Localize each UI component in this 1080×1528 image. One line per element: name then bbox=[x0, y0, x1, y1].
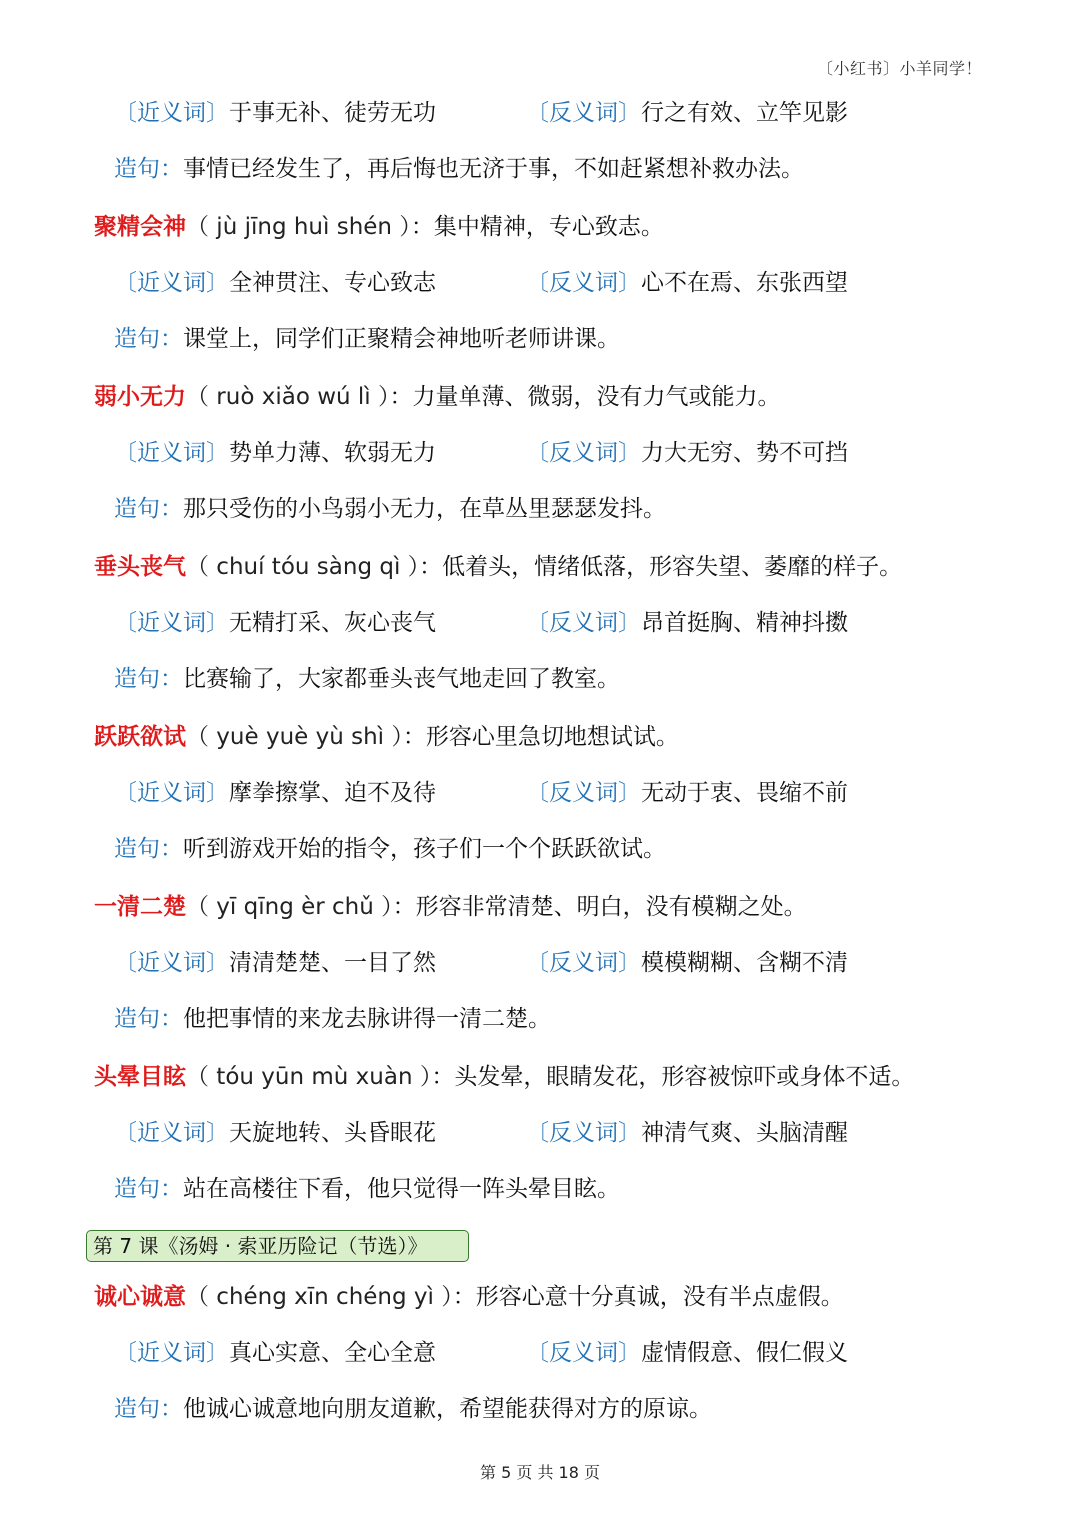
antonym-tag: 〔反义词〕 bbox=[526, 270, 641, 296]
idiom-meaning: ：头发晕，眼睛发花，形容被惊吓或身体不适。 bbox=[431, 1064, 915, 1090]
synonym-row bbox=[114, 774, 848, 807]
idiom-meaning: ：形容非常清楚、明白，没有模糊之处。 bbox=[392, 894, 807, 920]
synonym-tag: 〔近义词〕 bbox=[114, 950, 229, 976]
synonym-tag: 〔近义词〕 bbox=[114, 1340, 229, 1366]
idiom-word: 弱小无力 bbox=[94, 383, 186, 410]
sentence-row bbox=[114, 660, 620, 693]
antonym-tag: 〔反义词〕 bbox=[526, 610, 641, 636]
synonym-row bbox=[114, 944, 848, 977]
sentence-label: 造句： bbox=[114, 1396, 183, 1422]
sentence-label: 造句： bbox=[114, 836, 183, 862]
antonym-group bbox=[526, 264, 848, 297]
synonym-tag: 〔近义词〕 bbox=[114, 610, 229, 636]
sentence-text: 事情已经发生了，再后悔也无济于事，不如赶紧想补救办法。 bbox=[183, 156, 804, 182]
antonym-tag: 〔反义词〕 bbox=[526, 950, 641, 976]
lesson-heading: 第 7 课《汤姆 · 索亚历险记（节选）》 bbox=[86, 1230, 469, 1262]
sentence-label: 造句： bbox=[114, 1006, 183, 1032]
sentence-label: 造句： bbox=[114, 326, 183, 352]
idiom-entry bbox=[94, 718, 679, 751]
antonym-tag: 〔反义词〕 bbox=[526, 100, 641, 126]
antonym-tag: 〔反义词〕 bbox=[526, 1340, 641, 1366]
synonym-row bbox=[114, 604, 848, 637]
idiom-meaning: ：形容心里急切地想试试。 bbox=[402, 724, 679, 750]
antonym-text: 神清气爽、头脑清醒 bbox=[641, 1120, 848, 1146]
synonym-row bbox=[114, 1334, 848, 1367]
idiom-word: 诚心诚意 bbox=[94, 1283, 186, 1310]
idiom-word: 跃跃欲试 bbox=[94, 723, 186, 750]
idiom-pinyin: （ yī qīng èr chǔ ） bbox=[186, 894, 393, 920]
antonym-text: 心不在焉、东张西望 bbox=[641, 270, 848, 296]
sentence-row bbox=[114, 1000, 551, 1033]
antonym-text: 模模糊糊、含糊不清 bbox=[641, 950, 848, 976]
sentence-text: 站在高楼往下看，他只觉得一阵头晕目眩。 bbox=[183, 1176, 620, 1202]
idiom-pinyin: （ ruò xiǎo wú lì ） bbox=[186, 384, 390, 410]
antonym-group bbox=[526, 94, 848, 127]
sentence-text: 课堂上，同学们正聚精会神地听老师讲课。 bbox=[183, 326, 620, 352]
sentence-row bbox=[114, 490, 666, 523]
synonym-text: 无精打采、灰心丧气 bbox=[229, 610, 436, 636]
idiom-pinyin: （ jù jīng huì shén ） bbox=[186, 214, 411, 240]
page-number: 第 5 页 共 18 页 bbox=[480, 1463, 600, 1482]
idiom-entry bbox=[94, 208, 664, 241]
sentence-label: 造句： bbox=[114, 666, 183, 692]
antonym-text: 无动于衷、畏缩不前 bbox=[641, 780, 848, 806]
synonym-text: 天旋地转、头昏眼花 bbox=[229, 1120, 436, 1146]
sentence-text: 他把事情的来龙去脉讲得一清二楚。 bbox=[183, 1006, 551, 1032]
sentence-text: 比赛输了，大家都垂头丧气地走回了教室。 bbox=[183, 666, 620, 692]
idiom-entry bbox=[94, 548, 902, 581]
sentence-row bbox=[114, 150, 804, 183]
sentence-label: 造句： bbox=[114, 1176, 183, 1202]
synonym-text: 摩拳擦掌、迫不及待 bbox=[229, 780, 436, 806]
synonym-row bbox=[114, 264, 848, 297]
antonym-group bbox=[526, 774, 848, 807]
antonym-text: 行之有效、立竿见影 bbox=[641, 100, 848, 126]
antonym-text: 虚情假意、假仁假义 bbox=[641, 1340, 848, 1366]
antonym-text: 昂首挺胸、精神抖擞 bbox=[641, 610, 848, 636]
idiom-pinyin: （ chéng xīn chéng yì ） bbox=[186, 1284, 453, 1310]
sentence-text: 他诚心诚意地向朋友道歉，希望能获得对方的原谅。 bbox=[183, 1396, 712, 1422]
antonym-group bbox=[526, 604, 848, 637]
idiom-meaning: ：低着头，情绪低落，形容失望、萎靡的样子。 bbox=[419, 554, 903, 580]
synonym-row bbox=[114, 1114, 848, 1147]
idiom-pinyin: （ tóu yūn mù xuàn ） bbox=[186, 1064, 432, 1090]
watermark: 〔小红书〕小羊同学！ bbox=[816, 59, 982, 78]
synonym-row bbox=[114, 94, 848, 127]
idiom-meaning: ：力量单薄、微弱，没有力气或能力。 bbox=[389, 384, 781, 410]
synonym-tag: 〔近义词〕 bbox=[114, 780, 229, 806]
idiom-word: 聚精会神 bbox=[94, 213, 186, 240]
synonym-text: 真心实意、全心全意 bbox=[229, 1340, 436, 1366]
antonym-group bbox=[526, 1114, 848, 1147]
idiom-pinyin: （ chuí tóu sàng qì ） bbox=[186, 554, 420, 580]
synonym-text: 全神贯注、专心致志 bbox=[229, 270, 436, 296]
sentence-label: 造句： bbox=[114, 156, 183, 182]
idiom-word: 一清二楚 bbox=[94, 893, 186, 920]
sentence-text: 听到游戏开始的指令，孩子们一个个跃跃欲试。 bbox=[183, 836, 666, 862]
sentence-label: 造句： bbox=[114, 496, 183, 522]
synonym-tag: 〔近义词〕 bbox=[114, 1120, 229, 1146]
sentence-row bbox=[114, 1170, 620, 1203]
antonym-group bbox=[526, 944, 848, 977]
idiom-meaning: ：集中精神，专心致志。 bbox=[410, 214, 664, 240]
synonym-tag: 〔近义词〕 bbox=[114, 440, 229, 466]
sentence-text: 那只受伤的小鸟弱小无力，在草丛里瑟瑟发抖。 bbox=[183, 496, 666, 522]
idiom-word: 垂头丧气 bbox=[94, 553, 186, 580]
antonym-tag: 〔反义词〕 bbox=[526, 780, 641, 806]
synonym-tag: 〔近义词〕 bbox=[114, 270, 229, 296]
idiom-entry bbox=[94, 888, 807, 921]
antonym-text: 力大无穷、势不可挡 bbox=[641, 440, 848, 466]
sentence-row bbox=[114, 1390, 712, 1423]
antonym-tag: 〔反义词〕 bbox=[526, 440, 641, 466]
synonym-text: 势单力薄、软弱无力 bbox=[229, 440, 436, 466]
synonym-text: 清清楚楚、一目了然 bbox=[229, 950, 436, 976]
idiom-entry bbox=[94, 378, 781, 411]
synonym-tag: 〔近义词〕 bbox=[114, 100, 229, 126]
idiom-entry bbox=[94, 1278, 844, 1311]
antonym-tag: 〔反义词〕 bbox=[526, 1120, 641, 1146]
antonym-group bbox=[526, 1334, 848, 1367]
sentence-row bbox=[114, 320, 620, 353]
idiom-word: 头晕目眩 bbox=[94, 1063, 186, 1090]
idiom-meaning: ：形容心意十分真诚，没有半点虚假。 bbox=[452, 1284, 844, 1310]
synonym-row bbox=[114, 434, 848, 467]
synonym-text: 于事无补、徒劳无功 bbox=[229, 100, 436, 126]
antonym-group bbox=[526, 434, 848, 467]
sentence-row bbox=[114, 830, 666, 863]
idiom-entry bbox=[94, 1058, 914, 1091]
idiom-pinyin: （ yuè yuè yù shì ） bbox=[186, 724, 403, 750]
